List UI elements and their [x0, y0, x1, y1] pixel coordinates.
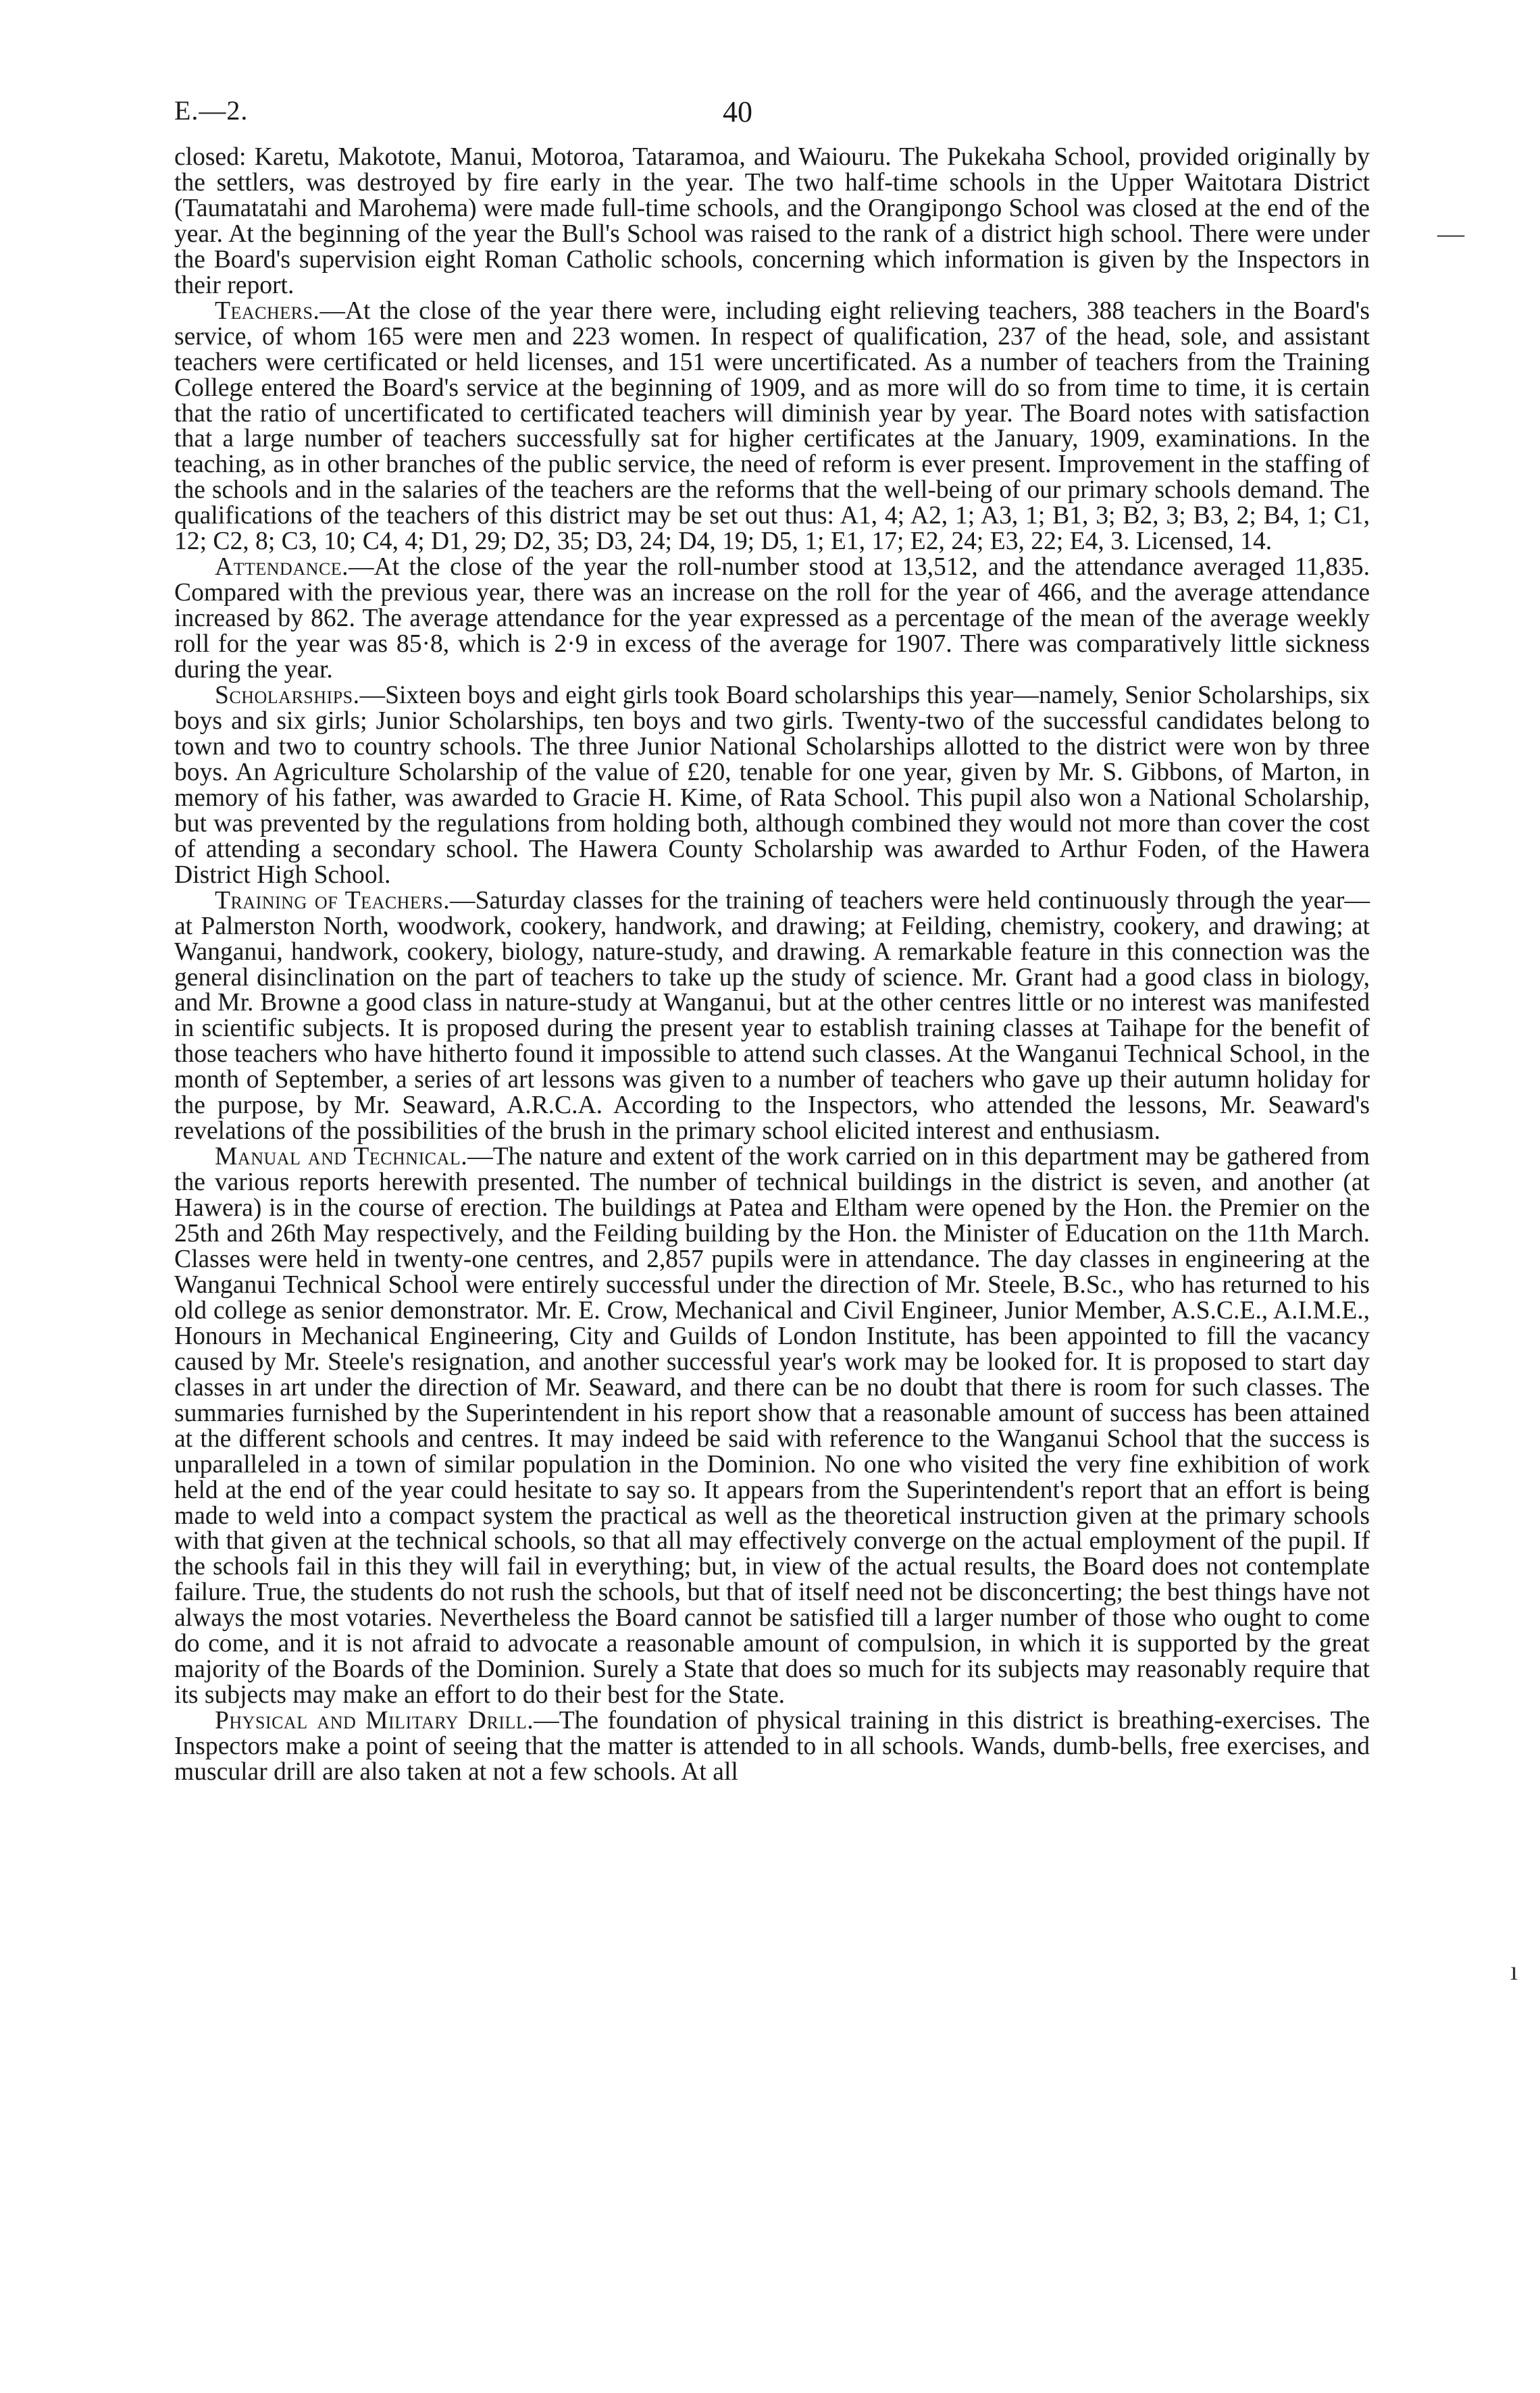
paragraph-text: closed: Karetu, Makotote, Manui, Motoroa, Tataramoa, and Waiouru. The Pukekaha School, provided originally by the settlers, was destroyed by fire early in the year. The two half-time schools in the Upper Waitotara District (Taumatatahi and Marohema) were made full-time schools, and the Orangipongo School was closed at the end of the year. At the beginning of the year the Bull's School was raised to the rank of a district high school. There were under the Board's supervision eight Roman Catholic schools, concerning which information is given by the Inspectors in their report. — [174, 143, 1370, 299]
paragraph-physical-and-military-drill — [174, 1708, 1370, 1785]
report-reference: E.—2. — [174, 95, 249, 126]
section-heading-physical-and-military-drill: Physical and Military Drill. — [215, 1707, 534, 1735]
paragraph-teachers — [174, 299, 1370, 555]
section-heading-attendance: Attendance. — [215, 553, 349, 582]
paragraph-text: —At the close of the year the roll-number stood at 13,512, and the attendance averaged 11,835. Compared with the previous year, there was an increase on the roll for the year of 466, and the average attendance increased by 862. The average attendance for the year expressed as a percentage of the mean of the average weekly roll for the year was 85·8, which is 2·9 in excess of the average for 1907. There was comparatively little sickness during the year. — [174, 553, 1370, 684]
body-text — [174, 145, 1370, 1785]
section-heading-teachers: Teachers. — [215, 297, 320, 325]
paragraph-manual-and-technical — [174, 1144, 1370, 1708]
paragraph-training-of-teachers — [174, 888, 1370, 1145]
paragraph-text: —Saturday classes for the training of teachers were held continuously through the year—at Palmerston North, woodwork, cookery, handwork, and drawing; at Feilding, chemistry, cookery, and drawing; at Wanganui, handwork, cookery, biology, nature-study, and drawing. A remarkable feature in this connection was the general disinclination on the part of teachers to take up the study of science. Mr. Grant had a good class in biology, and Mr. Browne a good class in nature-study at Wanganui, but at the other centres little or no interest was manifested in scientific subjects. It is proposed during the present year to establish training classes at Taihape for the benefit of those teachers who have hitherto found it impossible to attend such classes. At the Wanganui Technical School, in the month of September, a series of art lessons was given to a number of teachers who gave up their autumn holiday for the purpose, by Mr. Seaward, A.R.C.A. According to the Inspectors, who attended the lessons, Mr. Seaward's revelations of the possibilities of the brush in the primary school elicited interest and enthusiasm. — [174, 886, 1370, 1146]
paragraph-text: —The nature and extent of the work carried on in this department may be gathered from the various reports herewith presented. The number of technical buildings in the district is seven, and another (at Hawera) is in the course of erection. The buildings at Patea and Eltham were opened by the Hon. the Premier on the 25th and 26th May respectively, and the Feilding building by the Hon. the Minister of Education on the 11th March. Classes were held in twenty-one centres, and 2,857 pupils were in attendance. The day classes in engineering at the Wanganui Technical School were entirely successful under the direction of Mr. Steele, B.Sc., who has returned to his old college as senior demonstrator. Mr. E. Crow, Mechanical and Civil Engineer, Junior Member, A.S.C.E., A.I.M.E., Honours in Mechanical Engineering, City and Guilds of London Institute, has been appointed to fill the vacancy caused by Mr. Steele's resignation, and another successful year's work may be looked for. It is proposed to start day classes in art under the direction of Mr. Seaward, and there can be no doubt that there is room for such classes. The summaries furnished by the Superintendent in his report show that a reasonable amount of success has been attained at the different schools and centres. It may indeed be said with reference to the Wanganui School that the success is unparalleled in a town of similar population in the Dominion. No one who visited the very fine exhibition of work held at the end of the year could hesitate to say so. It appears from the Superintendent's report that an effort is being made to weld into a compact system the practical as well as the theoretical instruction given at the primary schools with that given at the technical schools, so that all may effectively converge on the actual employment of the pupil. If the schools fail in this they will fail in everything; but, in view of the actual results, the Board does not contemplate failure. True, the students do not rush the schools, but that of itself need not be disconcerting; the best things have not always the most votaries. Nevertheless the Board cannot be satisfied till a larger number of those who ought to come do come, and it is not afraid to advocate a reasonable amount of compulsion, in which it is supported by the great majority of the Boards of the Dominion. Surely a State that does so much for its subjects may reasonably require that its subjects may make an effort to do their best for the State. — [174, 1143, 1370, 1709]
paragraph-closed-schools — [174, 145, 1370, 299]
section-heading-manual-and-technical: Manual and Technical. — [215, 1143, 468, 1171]
paragraph-text: —The foundation of physical training in this district is breathing-exercises. The Inspectors make a point of seeing that the matter is attended to in all schools. Wands, dumb-bells, free exercises, and muscular drill are also taken at not a few schools. At all — [174, 1707, 1370, 1786]
paragraph-text: —At the close of the year there were, including eight relieving teachers, 388 teachers in the Board's service, of whom 165 were men and 223 women. In respect of qualification, 237 of the head, sole, and assistant teachers were certificated or held licenses, and 151 were uncertificated. As a number of teachers from the Training College entered the Board's service at the beginning of 1909, and as more will do so from time to time, it is certain that the ratio of uncertificated to certificated teachers will diminish year by year. The Board notes with satisfaction that a large number of teachers successfully sat for higher certificates at the January, 1909, examinations. In the teaching, as in other branches of the public service, the need of reform is ever present. Improvement in the staffing of the schools and in the salaries of the teachers are the reforms that the well-being of our primary schools demand. The qualifications of the teachers of this district may be set out thus: A1, 4; A2, 1; A3, 1; B1, 3; B2, 3; B3, 2; B4, 1; C1, 12; C2, 8; C3, 10; C4, 4; D1, 29; D2, 35; D3, 24; D4, 19; D5, 1; E1, 17; E2, 24; E3, 22; E4, 3. Licensed, 14. — [174, 297, 1370, 556]
paragraph-text: —Sixteen boys and eight girls took Board scholarships this year—namely, Senior Scholarships, six boys and six girls; Junior Scholarships, ten boys and two girls. Twenty-two of the successful candidates belong to town and two to country schools. The three Junior National Scholarships allotted to the district were won by three boys. An Agriculture Scholarship of the value of £20, tenable for one year, given by Mr. S. Gibbons, of Marton, in memory of his father, was awarded to Gracie H. Kime, of Rata School. This pupil also won a National Scholarship, but was prevented by the regulations from holding both, although combined they would not more than cover the cost of attending a secondary school. The Hawera County Scholarship was awarded to Arthur Foden, of the Hawera District High School. — [174, 681, 1370, 889]
page-header — [174, 95, 1363, 135]
page-number: 40 — [723, 95, 752, 128]
section-heading-scholarships: Scholarships. — [215, 681, 360, 710]
paragraph-scholarships — [174, 683, 1370, 888]
paragraph-attendance — [174, 555, 1370, 683]
margin-tick-mark: ı — [1510, 1955, 1518, 1986]
margin-dash-mark: — — [1437, 218, 1464, 249]
section-heading-training-of-teachers: Training of Teachers. — [215, 886, 451, 915]
